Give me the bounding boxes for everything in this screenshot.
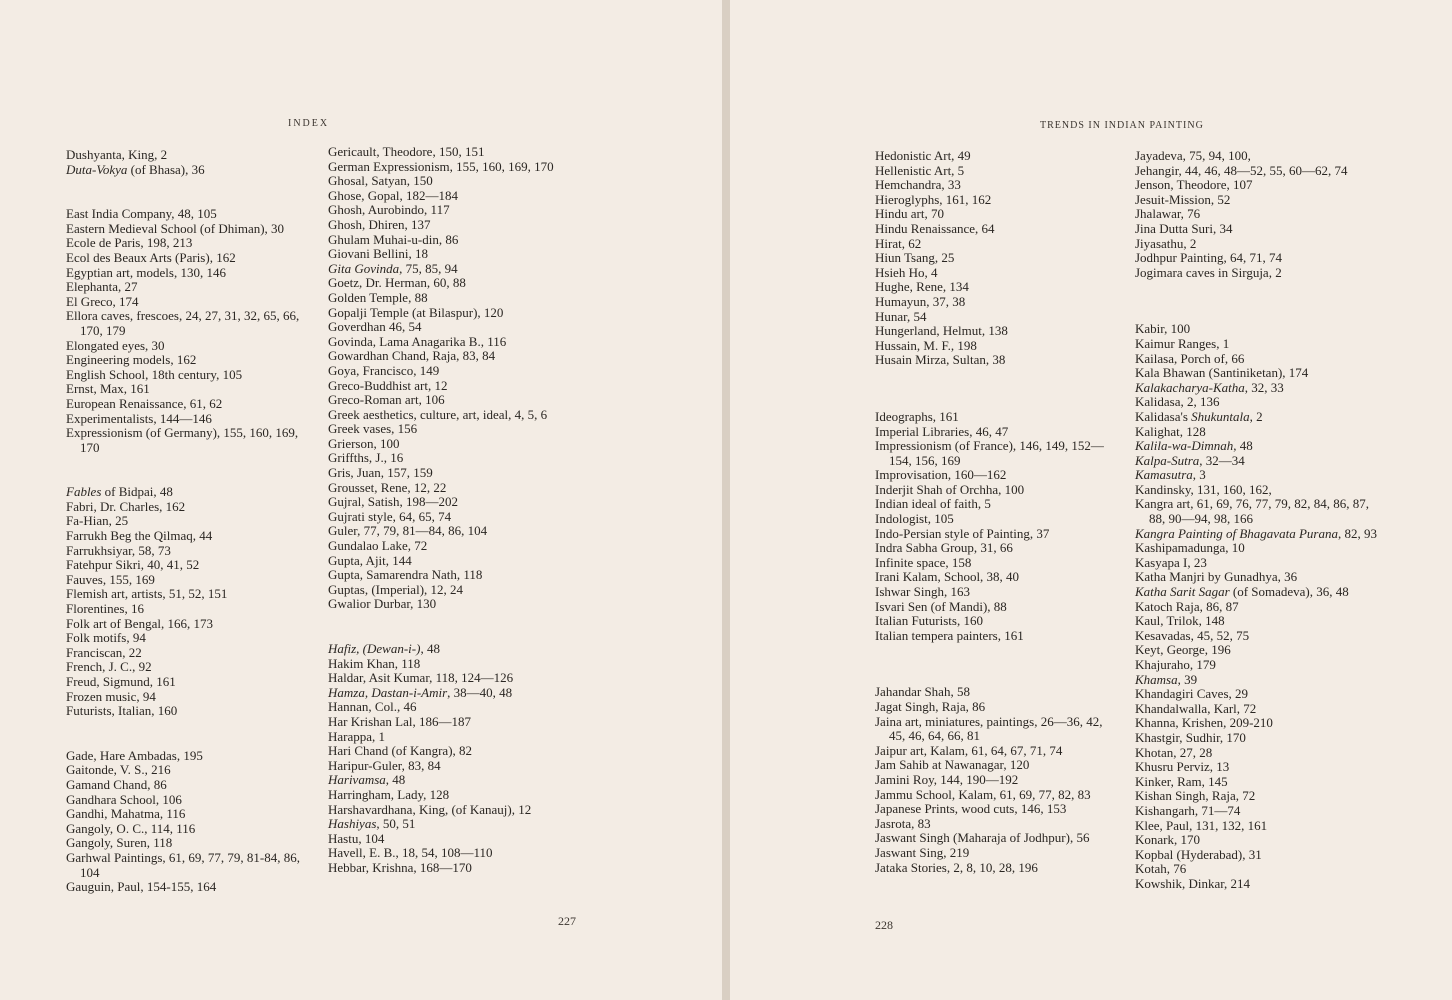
- index-entry: Eastern Medieval School (of Dhiman), 30: [66, 220, 285, 236]
- index-entry: Jaswant Singh (Maharaja of Jodhpur), 56: [875, 830, 1090, 846]
- index-entry: Kailasa, Porch of, 66: [1135, 350, 1245, 366]
- index-column: [1135, 149, 1385, 892]
- index-entry: Indian ideal of faith, 5: [875, 496, 991, 512]
- page-number: 227: [558, 914, 576, 928]
- index-entry: Hellenistic Art, 5: [875, 162, 965, 178]
- index-entry: Futurists, Italian, 160: [66, 703, 178, 719]
- index-entry: Gamand Chand, 86: [66, 776, 167, 792]
- index-entry: [1135, 381, 1385, 396]
- index-entry: Khandagiri Caves, 29: [1135, 686, 1249, 702]
- index-entry: [1135, 454, 1385, 469]
- index-entry: Italian tempera painters, 161: [875, 627, 1024, 643]
- index-entry: Jam Sahib at Nawanagar, 120: [875, 757, 1030, 773]
- index-entry: Goverdhan 46, 54: [328, 319, 422, 335]
- index-entry: Kishan Singh, Raja, 72: [1135, 788, 1256, 804]
- index-entry: Ghosal, Satyan, 150: [328, 173, 433, 189]
- index-entry: Garhwal Paintings, 61, 69, 77, 79, 81-84, 86, 104: [66, 849, 300, 880]
- entry-pages: , 48: [385, 772, 406, 788]
- index-entry: Jogimara caves in Sirguja, 2: [1135, 264, 1282, 280]
- index-entry: Kaul, Trilok, 148: [1135, 613, 1225, 629]
- index-entry: Ecole de Paris, 198, 213: [66, 235, 193, 251]
- index-entry: Hindu art, 70: [875, 206, 944, 222]
- index-entry: Konark, 170: [1135, 832, 1200, 848]
- index-entry: Hughe, Rene, 134: [875, 279, 969, 295]
- index-entry: [1135, 673, 1385, 688]
- entry-pages: , 48: [1233, 438, 1253, 454]
- index-entry: [1135, 410, 1385, 425]
- index-entry: Jamini Roy, 144, 190—192: [875, 771, 1019, 787]
- index-entry: Indra Sabha Group, 31, 66: [875, 540, 1013, 556]
- index-entry: Irani Kalam, School, 38, 40: [875, 569, 1020, 585]
- entry-title: Fables: [66, 484, 102, 500]
- entry-title: Hafiz, (Dewan-i-): [328, 641, 421, 656]
- index-entry: Khastgir, Sudhir, 170: [1135, 729, 1246, 745]
- index-entry: East India Company, 48, 105: [66, 206, 217, 222]
- index-entry: Kalidasa, 2, 136: [1135, 394, 1220, 410]
- index-entry: Impressionism (of France), 146, 149, 152—154, 156, 169: [875, 438, 1104, 468]
- index-letter-group: [875, 410, 1115, 644]
- index-entry: Infinite space, 158: [875, 554, 972, 570]
- index-entry: Hastu, 104: [328, 830, 385, 846]
- index-entry: Gangoly, O. C., 114, 116: [66, 820, 196, 836]
- index-entry: Kotah, 76: [1135, 861, 1187, 877]
- index-entry: Fauves, 155, 169: [66, 571, 155, 587]
- index-entry: Flemish art, artists, 51, 52, 151: [66, 586, 228, 602]
- index-entry: Govinda, Lama Anagarika B., 116: [328, 333, 507, 349]
- index-entry: [328, 817, 600, 832]
- index-entry: Gangoly, Suren, 118: [66, 835, 173, 851]
- index-entry: Gujral, Satish, 198—202: [328, 494, 458, 510]
- index-entry: Hebbar, Krishna, 168—170: [328, 859, 472, 875]
- entry-title: Harivamsa: [328, 772, 386, 788]
- index-column: [328, 145, 600, 876]
- index-entry: Gowardhan Chand, Raja, 83, 84: [328, 348, 496, 364]
- index-entry: Klee, Paul, 131, 132, 161: [1135, 817, 1268, 833]
- index-entry: [1135, 468, 1385, 483]
- index-entry: Gupta, Samarendra Nath, 118: [328, 567, 483, 583]
- index-entry: Khandalwalla, Karl, 72: [1135, 700, 1257, 716]
- index-entry: Kopbal (Hyderabad), 31: [1135, 846, 1262, 862]
- index-entry: Haldar, Asit Kumar, 118, 124—126: [328, 670, 514, 686]
- index-entry: Greek vases, 156: [328, 421, 418, 437]
- index-entry: Jehangir, 44, 46, 48—52, 55, 60—62, 74: [1135, 162, 1348, 178]
- index-entry: [66, 485, 314, 500]
- index-entry: Hari Chand (of Kangra), 82: [328, 743, 473, 759]
- index-entry: Greek aesthetics, culture, art, ideal, 4, 5, 6: [328, 406, 548, 422]
- index-entry: Kalighat, 128: [1135, 423, 1206, 439]
- index-entry: Hussain, M. F., 198: [875, 337, 977, 353]
- index-entry: German Expressionism, 155, 160, 169, 170: [328, 158, 554, 174]
- running-head: INDEX: [288, 118, 330, 129]
- index-letter-group: [66, 749, 314, 895]
- index-entry: Jenson, Theodore, 107: [1135, 177, 1253, 193]
- entry-title: Duta-Vokya: [66, 161, 128, 177]
- index-entry: Ideographs, 161: [875, 408, 959, 424]
- index-entry: Isvari Sen (of Mandi), 88: [875, 598, 1007, 614]
- index-entry: Husain Mirza, Sultan, 38: [875, 352, 1006, 368]
- right-page: [730, 0, 1452, 1000]
- index-entry: Guptas, (Imperial), 12, 24: [328, 581, 464, 597]
- index-entry: Hsieh Ho, 4: [875, 264, 938, 280]
- index-entry: Kandinsky, 131, 160, 162,: [1135, 481, 1272, 497]
- index-letter-group: [875, 149, 1115, 368]
- index-entry: Gris, Juan, 157, 159: [328, 465, 433, 481]
- index-entry: Inderjit Shah of Orchha, 100: [875, 481, 1025, 497]
- index-entry: Egyptian art, models, 130, 146: [66, 264, 226, 280]
- index-entry: Golden Temple, 88: [328, 289, 428, 305]
- index-entry: Khanna, Krishen, 209-210: [1135, 715, 1273, 731]
- entry-title: Hamza, Dastan-i-Amir: [328, 684, 448, 700]
- index-entry: Kabir, 100: [1135, 321, 1191, 337]
- entry-title: Shukuntala: [1191, 408, 1250, 424]
- index-entry: Greco-Buddhist art, 12: [328, 377, 448, 393]
- entry-title: Hashiyas: [328, 816, 377, 832]
- entry-title: Kalakacharya-Katha: [1135, 379, 1245, 395]
- index-entry: Folk art of Bengal, 166, 173: [66, 615, 213, 631]
- index-entry: Gandhi, Mahatma, 116: [66, 806, 186, 822]
- index-entry: Farrukhsiyar, 58, 73: [66, 542, 171, 558]
- index-entry: [1135, 439, 1385, 454]
- index-entry: Improvisation, 160—162: [875, 467, 1007, 483]
- index-entry: Kesavadas, 45, 52, 75: [1135, 627, 1250, 643]
- book-gutter: [722, 0, 730, 1000]
- index-entry: Ghose, Gopal, 182—184: [328, 187, 458, 203]
- index-entry: Gundalao Lake, 72: [328, 538, 428, 554]
- running-head: TRENDS IN INDIAN PAINTING: [1040, 120, 1204, 131]
- index-entry: Hieroglyphs, 161, 162: [875, 191, 992, 207]
- index-entry: Kinker, Ram, 145: [1135, 773, 1228, 789]
- entry-pages: , 32—34: [1199, 452, 1245, 468]
- index-entry: Gaitonde, V. S., 216: [66, 762, 171, 778]
- index-entry: Jaina art, miniatures, paintings, 26—36, 42, 45, 46, 64, 66, 81: [875, 713, 1103, 744]
- index-entry: Hemchandra, 33: [875, 177, 961, 193]
- index-entry: Freud, Sigmund, 161: [66, 674, 176, 689]
- index-entry: Humayun, 37, 38: [875, 293, 966, 309]
- entry-pages: (of Bhasa), 36: [127, 161, 205, 177]
- index-entry: Ernst, Max, 161: [66, 381, 150, 397]
- index-entry: [328, 686, 600, 701]
- entry-title: Kalila-wa-Dimnah: [1135, 438, 1234, 454]
- index-entry: [328, 642, 600, 657]
- entry-title: Kamasutra: [1135, 467, 1193, 483]
- index-entry: English School, 18th century, 105: [66, 366, 243, 382]
- index-entry: Greco-Roman art, 106: [328, 392, 445, 408]
- entry-title: Katha Sarit Sagar: [1135, 584, 1230, 600]
- index-entry: Katha Manjri by Gunadhya, 36: [1135, 569, 1298, 585]
- index-entry: [328, 262, 600, 277]
- entry-title: Kalpa-Sutra: [1135, 452, 1200, 468]
- index-letter-group: [66, 148, 314, 177]
- index-entry: Folk motifs, 94: [66, 630, 146, 646]
- index-letter-group: [875, 685, 1115, 875]
- index-letter-group: [1135, 149, 1385, 280]
- index-entry: [1135, 585, 1385, 600]
- index-entry: Jhalawar, 76: [1135, 206, 1201, 222]
- index-entry: Hiun Tsang, 25: [875, 250, 955, 266]
- index-entry: Havell, E. B., 18, 54, 108—110: [328, 845, 493, 861]
- page-number: 228: [875, 918, 893, 932]
- index-entry: French, J. C., 92: [66, 659, 152, 675]
- index-entry: Giovani Bellini, 18: [328, 246, 429, 262]
- index-entry: Khajuraho, 179: [1135, 657, 1216, 672]
- index-entry: Goya, Francisco, 149: [328, 362, 440, 378]
- index-entry: Guler, 77, 79, 81—84, 86, 104: [328, 523, 488, 539]
- index-entry: Hungerland, Helmut, 138: [875, 323, 1008, 339]
- index-entry: Florentines, 16: [66, 601, 144, 617]
- index-entry: Jodhpur Painting, 64, 71, 74: [1135, 250, 1282, 266]
- index-entry: Harringham, Lady, 128: [328, 786, 450, 802]
- index-letter-group: [328, 642, 600, 876]
- entry-pages: , 50, 51: [376, 816, 416, 832]
- index-entry: Franciscan, 22: [66, 644, 142, 660]
- index-entry: Keyt, George, 196: [1135, 642, 1231, 658]
- entry-pages: , 82, 93: [1337, 525, 1377, 541]
- index-entry: Jagat Singh, Raja, 86: [875, 699, 986, 714]
- index-entry: Kowshik, Dinkar, 214: [1135, 875, 1251, 891]
- index-entry: Gupta, Ajit, 144: [328, 552, 412, 568]
- index-entry: Hannan, Col., 46: [328, 699, 417, 715]
- index-entry: Ellora caves, frescoes, 24, 27, 31, 32, 65, 66, 170, 179: [66, 308, 300, 338]
- index-entry: Grousset, Rene, 12, 22: [328, 479, 447, 495]
- index-entry: Gade, Hare Ambadas, 195: [66, 747, 203, 763]
- index-entry: Ghulam Muhai-u-din, 86: [328, 231, 459, 247]
- index-entry: Farrukh Beg the Qilmaq, 44: [66, 528, 213, 544]
- index-entry: Fatehpur Sikri, 40, 41, 52: [66, 557, 200, 573]
- index-entry: Harappa, 1: [328, 728, 386, 744]
- index-entry: Hedonistic Art, 49: [875, 148, 971, 163]
- index-entry: Griffths, J., 16: [328, 450, 404, 466]
- index-column: [66, 148, 314, 895]
- index-letter-group: [66, 485, 314, 719]
- entry-pages: , 38—40, 48: [447, 684, 513, 700]
- index-entry: Kala Bhawan (Santiniketan), 174: [1135, 365, 1309, 381]
- index-entry: Grierson, 100: [328, 435, 400, 451]
- index-entry: Hakim Khan, 118: [328, 655, 421, 671]
- index-entry: Kishangarh, 71—74: [1135, 802, 1241, 818]
- index-entry: Goetz, Dr. Herman, 60, 88: [328, 275, 466, 291]
- index-entry: Kashipamadunga, 10: [1135, 540, 1245, 556]
- index-entry: Elongated eyes, 30: [66, 337, 165, 353]
- index-entry: [328, 773, 600, 788]
- index-entry: Fabri, Dr. Charles, 162: [66, 498, 186, 514]
- index-entry: Khotan, 27, 28: [1135, 744, 1213, 760]
- index-column: [875, 149, 1115, 875]
- entry-pages: , 75, 85, 94: [399, 260, 458, 276]
- index-entry: Italian Futurists, 160: [875, 613, 983, 629]
- entry-pages: , 32, 33: [1244, 379, 1284, 395]
- index-entry: Ecol des Beaux Arts (Paris), 162: [66, 249, 236, 265]
- index-entry: Ghosh, Aurobindo, 117: [328, 202, 450, 218]
- index-entry: Gwalior Durbar, 130: [328, 596, 437, 612]
- index-entry: Harshavardhana, King, (of Kanauj), 12: [328, 801, 532, 817]
- index-entry: Experimentalists, 144—146: [66, 410, 212, 426]
- index-entry: Jasrota, 83: [875, 815, 931, 831]
- index-entry: Katoch Raja, 86, 87: [1135, 598, 1239, 614]
- left-page: [0, 0, 722, 1000]
- entry-prefix: Kalidasa's: [1135, 408, 1192, 424]
- index-entry: Gopalji Temple (at Bilaspur), 120: [328, 304, 504, 320]
- index-entry: European Renaissance, 61, 62: [66, 395, 223, 411]
- index-entry: Indologist, 105: [875, 511, 954, 527]
- index-entry: Jaswant Sing, 219: [875, 844, 970, 860]
- index-entry: Gujrati style, 64, 65, 74: [328, 508, 452, 524]
- entry-title: Kangra Painting of Bhagavata Purana: [1135, 525, 1338, 541]
- index-entry: Har Krishan Lal, 186—187: [328, 713, 471, 729]
- index-entry: Haripur-Guler, 83, 84: [328, 757, 441, 773]
- entry-title: Khamsa: [1135, 671, 1178, 687]
- index-entry: Jammu School, Kalam, 61, 69, 77, 82, 83: [875, 786, 1091, 802]
- index-entry: Fa-Hian, 25: [66, 513, 129, 529]
- index-entry: Ghosh, Dhiren, 137: [328, 216, 431, 232]
- index-entry: Jayadeva, 75, 94, 100,: [1135, 148, 1251, 163]
- index-entry: Jahandar Shah, 58: [875, 684, 970, 700]
- index-entry: Engineering models, 162: [66, 352, 197, 368]
- index-entry: Jesuit-Mission, 52: [1135, 191, 1231, 207]
- index-entry: [1135, 527, 1385, 542]
- index-entry: Elephanta, 27: [66, 279, 138, 295]
- index-entry: [66, 163, 314, 178]
- entry-title: Gita Govinda: [328, 260, 400, 276]
- index-entry: Hindu Renaissance, 64: [875, 220, 995, 236]
- index-entry: Jataka Stories, 2, 8, 10, 28, 196: [875, 859, 1038, 875]
- entry-pages: , 39: [1177, 671, 1198, 687]
- index-entry: Kaimur Ranges, 1: [1135, 335, 1230, 351]
- entry-pages: (of Somadeva), 36, 48: [1229, 584, 1349, 600]
- index-entry: Frozen music, 94: [66, 688, 156, 704]
- index-entry: Ishwar Singh, 163: [875, 584, 970, 600]
- index-entry: Gandhara School, 106: [66, 791, 182, 807]
- index-entry: Kasyapa I, 23: [1135, 554, 1207, 570]
- index-entry: Imperial Libraries, 46, 47: [875, 423, 1009, 439]
- index-entry: Japanese Prints, wood cuts, 146, 153: [875, 801, 1067, 817]
- index-entry: Hirat, 62: [875, 235, 922, 251]
- entry-pages: , 2: [1249, 408, 1263, 424]
- index-letter-group: [328, 145, 600, 612]
- index-entry: Jina Dutta Suri, 34: [1135, 220, 1233, 236]
- entry-pages: , 3: [1192, 467, 1206, 483]
- index-entry: Khusru Perviz, 13: [1135, 759, 1230, 775]
- index-letter-group: [1135, 322, 1385, 891]
- index-entry: Dushyanta, King, 2: [66, 147, 168, 162]
- entry-pages: of Bidpai, 48: [101, 484, 173, 500]
- index-entry: Kangra art, 61, 69, 76, 77, 79, 82, 84, 86, 87, 88, 90—94, 98, 166: [1135, 496, 1369, 527]
- index-entry: Gauguin, Paul, 154-155, 164: [66, 879, 217, 895]
- index-entry: Hunar, 54: [875, 308, 927, 324]
- index-letter-group: [66, 207, 314, 455]
- index-entry: Gericault, Theodore, 150, 151: [328, 144, 485, 159]
- index-entry: Jiyasathu, 2: [1135, 235, 1197, 251]
- index-entry: Jaipur art, Kalam, 61, 64, 67, 71, 74: [875, 742, 1063, 758]
- index-entry: El Greco, 174: [66, 293, 139, 309]
- index-entry: Indo-Persian style of Painting, 37: [875, 525, 1050, 541]
- entry-pages: , 48: [420, 641, 440, 656]
- index-entry: Expressionism (of Germany), 155, 160, 169, 170: [66, 425, 299, 455]
